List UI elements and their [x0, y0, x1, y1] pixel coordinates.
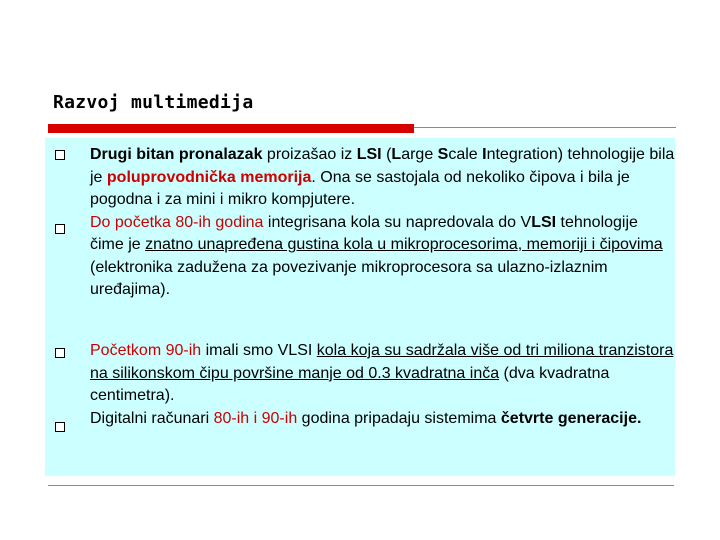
bullet-1-text: ntegration) tehnologije bila je — [90, 146, 675, 186]
bullet-1-text: arge — [401, 146, 438, 163]
bullet-2-highlight: Do početka 80-ih godina — [90, 213, 264, 231]
bullet-group-1 — [90, 144, 675, 302]
bullet-1-text: cale — [448, 146, 483, 163]
bullet-2-text: (elektronika zadužena za povezivanje mikroprocesora sa ulazno-izlaznim uređajima). — [90, 258, 608, 298]
bullet-3-highlight: Početkom 90-ih — [90, 342, 202, 359]
bullet-4-emphasis: četvrte generacije. — [500, 409, 642, 427]
bullet-3-underlined: kola koja su sadržala više od tri miliona tranzistora na silikonskom čipu površine manje od 0.3 kvadratna inča — [90, 342, 674, 382]
bullet-text-3 — [90, 340, 675, 408]
bullet-1-text: ( — [381, 146, 392, 163]
bullet-square-icon — [55, 150, 65, 160]
bullet-1-text: proizašao iz — [262, 146, 357, 163]
bullet-1-letter: L — [391, 146, 402, 163]
bullet-1-lsi: LSI — [356, 146, 382, 163]
bullet-text-1 — [90, 144, 675, 212]
bullet-2-text: tehnologije čime je — [90, 213, 638, 253]
bottom-divider-line — [48, 485, 674, 486]
bullet-1-letter: I — [482, 146, 487, 163]
bullet-4-text: godina pripadaju sistemima — [297, 409, 501, 427]
bullet-2-text: integrisana kola su napredovala do V — [263, 213, 532, 231]
bullet-1-highlight: poluprovodnička memorija — [106, 168, 312, 186]
bullet-3-text: imali smo VLSI — [201, 342, 317, 359]
bullet-square-icon — [55, 348, 65, 358]
bullet-1-text: . Ona se sastojala od nekoliko čipova i bila je pogodna i za mini i mikro kompjutere. — [90, 168, 630, 208]
bullet-1-letter: S — [437, 146, 449, 163]
bullet-square-icon — [55, 422, 65, 432]
bullet-1-emphasis: Drugi bitan pronalazak — [90, 146, 263, 163]
slide-title: Razvoj multimedija — [53, 92, 254, 113]
title-accent-bar — [48, 124, 414, 133]
bullet-text-4 — [90, 408, 675, 431]
bullet-2-lsi: LSI — [531, 213, 557, 231]
bullet-square-icon — [55, 224, 65, 234]
bullet-3-text: (dva kvadratna centimetra). — [90, 364, 610, 404]
bullet-2-underlined: znatno unapređena gustina kola u mikroprocesorima, memoriji i čipovima — [145, 236, 663, 253]
bullet-group-2 — [90, 340, 675, 430]
bullet-text-2 — [90, 212, 675, 302]
bullet-4-text: Digitalni računari — [90, 409, 214, 427]
bullet-4-highlight: 80-ih i 90-ih — [213, 409, 298, 427]
